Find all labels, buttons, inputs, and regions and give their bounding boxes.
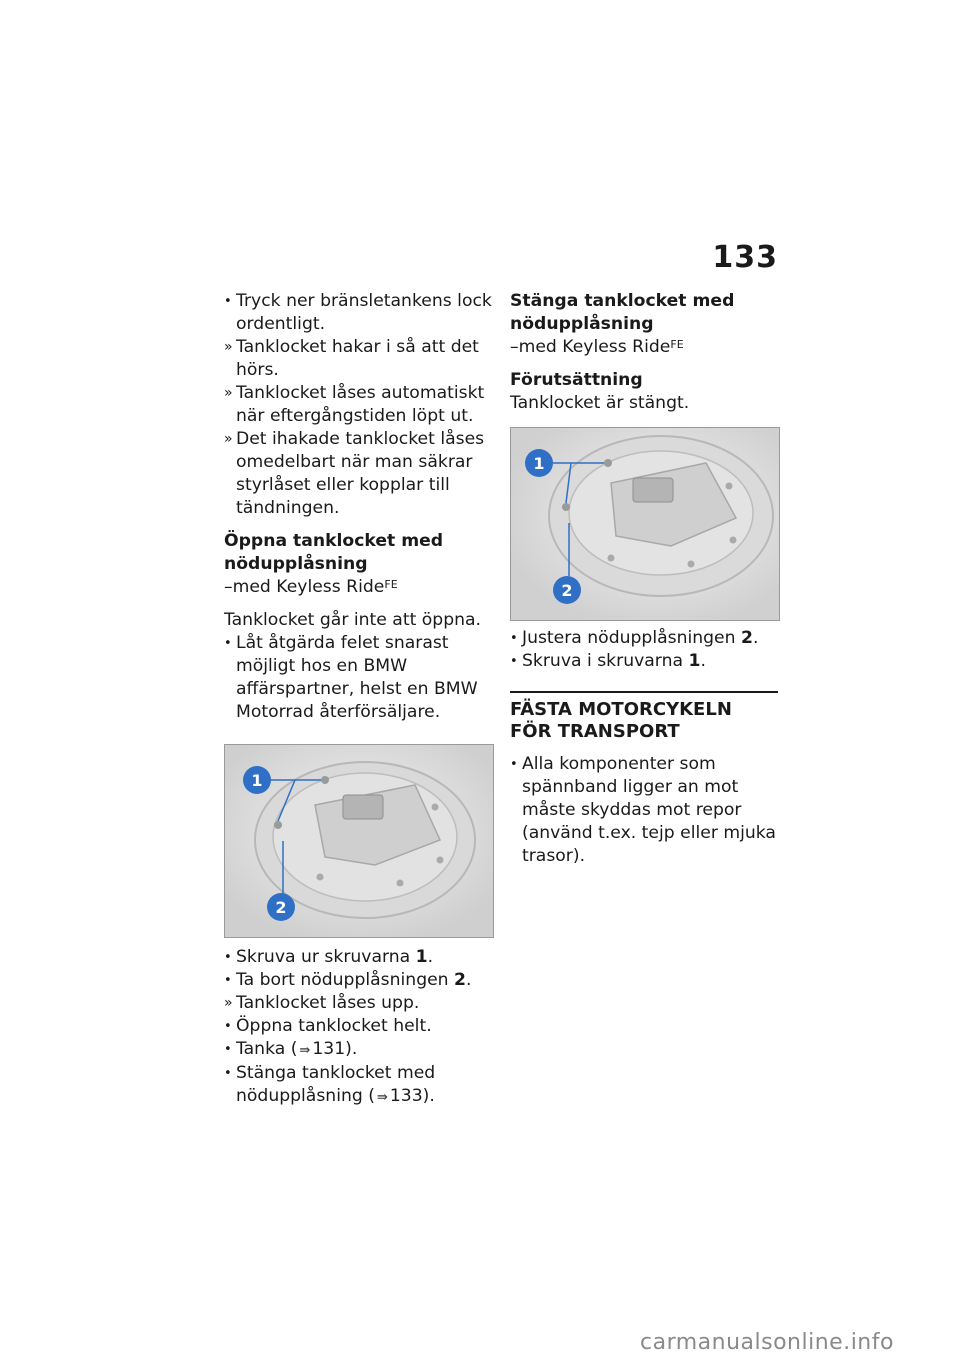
bullet-marker: • bbox=[224, 1042, 232, 1057]
callout-1: 1 bbox=[533, 454, 545, 473]
list-item bbox=[510, 650, 778, 673]
option-code: FE bbox=[670, 338, 684, 351]
list-item bbox=[510, 753, 778, 868]
section-title: FÄSTA MOTORCYKELN FÖR TRANSPORT bbox=[510, 691, 778, 743]
fuel-cap-figure-open bbox=[224, 744, 494, 938]
condition-line bbox=[510, 336, 778, 359]
list-item bbox=[224, 336, 492, 382]
bullet-marker: • bbox=[224, 294, 232, 309]
list-item-text: Tanklocket låses automatiskt när eftergångstiden löpt ut. bbox=[236, 383, 485, 426]
page-ref-link[interactable]: 133 bbox=[389, 1086, 423, 1106]
list-item-text: Skruva i skruvarna 1. bbox=[522, 651, 706, 671]
result-marker: » bbox=[224, 385, 233, 401]
list-item-text: Ta bort nödupplåsningen 2. bbox=[236, 970, 472, 990]
ref-number: 2 bbox=[454, 970, 467, 990]
bullet-marker: • bbox=[510, 631, 518, 646]
condition-text: –med Keyless Ride bbox=[510, 337, 671, 357]
condition-line bbox=[224, 576, 492, 599]
list-item bbox=[510, 627, 778, 650]
list-item bbox=[224, 1038, 492, 1062]
list-item bbox=[224, 1062, 492, 1109]
list-item bbox=[224, 946, 492, 969]
left-column bbox=[224, 290, 492, 1109]
fuel-cap-figure-close bbox=[510, 427, 780, 621]
list-item-text: Alla komponenter som spännband ligger an mot måste skyddas mot repor (använd t.ex. tejp eller mjuka trasor). bbox=[522, 754, 776, 866]
list-item-text: Justera nödupplåsningen 2. bbox=[522, 628, 759, 648]
prerequisite-text: Tanklocket är stängt. bbox=[510, 393, 690, 413]
list-item bbox=[224, 969, 492, 992]
callout-1: 1 bbox=[251, 771, 263, 790]
ref-number: 1 bbox=[415, 947, 428, 967]
list-item-text: Det ihakade tanklocket låses omedelbart när man säkrar styrlåset eller kopplar till tändningen. bbox=[236, 429, 485, 518]
right-column bbox=[510, 290, 778, 868]
bullet-marker: • bbox=[224, 1066, 232, 1081]
page-ref-arrow-icon: ⇛ bbox=[299, 1043, 311, 1058]
list-item-text: Stänga tanklocket med nödupplåsning ( ⇛ 133). bbox=[236, 1062, 492, 1109]
list-item-text: Skruva ur skruvarna 1. bbox=[236, 947, 434, 967]
list-item-text: Tryck ner bränsletankens lock ordentligt. bbox=[236, 291, 492, 334]
list-item-text: Tanklocket låses upp. bbox=[236, 993, 420, 1013]
watermark-footer: carmanualsonline.info bbox=[640, 1330, 894, 1355]
result-marker: » bbox=[224, 431, 233, 447]
callout-2: 2 bbox=[561, 581, 573, 600]
option-code: FE bbox=[384, 578, 398, 591]
list-item bbox=[224, 632, 492, 724]
page-ref-arrow-icon: ⇛ bbox=[376, 1090, 388, 1105]
section-heading: Stänga tanklocket med nödupplåsning bbox=[510, 291, 735, 334]
section-heading: Öppna tanklocket med nödupplåsning bbox=[224, 531, 444, 574]
condition-text: –med Keyless Ride bbox=[224, 577, 385, 597]
bullet-marker: • bbox=[224, 1019, 232, 1034]
list-item bbox=[224, 290, 492, 336]
callout-2: 2 bbox=[275, 898, 287, 917]
list-item bbox=[224, 992, 492, 1015]
page-ref-link[interactable]: 131 bbox=[312, 1039, 346, 1059]
list-item bbox=[224, 428, 492, 520]
paragraph: Tanklocket går inte att öppna. bbox=[224, 610, 482, 630]
result-marker: » bbox=[224, 339, 233, 355]
bullet-marker: • bbox=[224, 973, 232, 988]
prerequisite-heading: Förutsättning bbox=[510, 370, 643, 390]
page-number: 133 bbox=[712, 240, 778, 275]
list-item-text: Tanklocket hakar i så att det hörs. bbox=[236, 337, 479, 380]
ref-number: 1 bbox=[688, 651, 701, 671]
bullet-marker: • bbox=[510, 654, 518, 669]
list-item bbox=[224, 382, 492, 428]
list-item-text: Öppna tanklocket helt. bbox=[236, 1016, 432, 1036]
bullet-marker: • bbox=[224, 636, 232, 651]
list-item-text: Låt åtgärda felet snarast möjligt hos en BMW affärspartner, helst en BMW Motorrad återförsäljare. bbox=[236, 633, 478, 722]
bullet-marker: • bbox=[224, 950, 232, 965]
ref-number: 2 bbox=[741, 628, 753, 648]
list-item-text: Tanka ( ⇛ 131). bbox=[236, 1038, 492, 1062]
list-item bbox=[224, 1015, 492, 1038]
result-marker: » bbox=[224, 995, 233, 1011]
bullet-marker: • bbox=[510, 757, 518, 772]
